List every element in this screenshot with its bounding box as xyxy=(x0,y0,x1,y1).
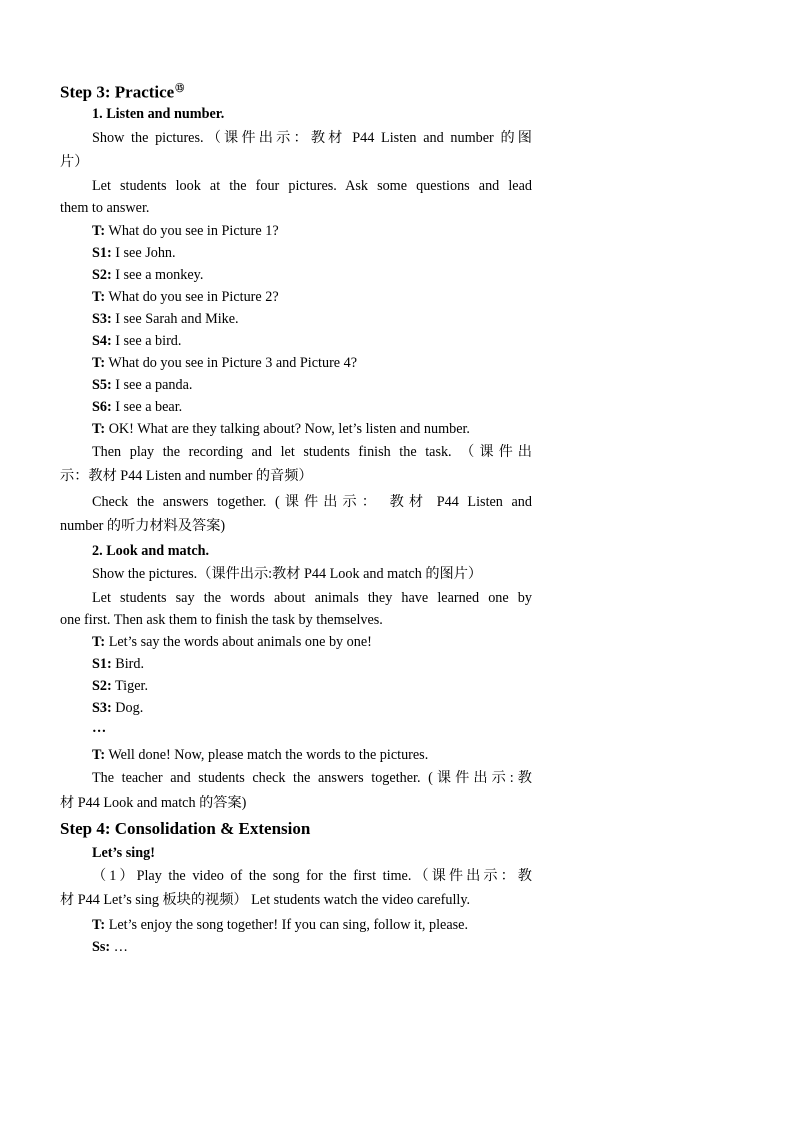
paragraph-line: Check the answers together. (课件出示： 教材 P44 Listen and xyxy=(92,494,532,510)
dialog-line: T: Let’s say the words about animals one by one! xyxy=(92,634,372,650)
dialog-line: S1: I see John. xyxy=(92,245,176,261)
dialog-line: S6: I see a bear. xyxy=(92,399,183,415)
speaker-label: T: xyxy=(92,223,106,239)
paragraph-line: Show the pictures.（课件出示:教材 P44 Look and match 的图片） xyxy=(92,566,483,582)
speaker-label: S1: xyxy=(92,245,112,261)
dialog-line: S3: Dog. xyxy=(92,700,144,716)
speaker-label: Ss: xyxy=(92,939,111,955)
step4-heading: Step 4: Consolidation & Extension xyxy=(60,819,311,838)
paragraph-line: Let students look at the four pictures. Ask some questions and lead xyxy=(92,178,532,194)
paragraph-line: （1）Play the video of the song for the first time.（课件出示：教 xyxy=(92,868,532,884)
speaker-label: S3: xyxy=(92,311,112,327)
speaker-label: T: xyxy=(92,634,106,650)
speaker-label: S1: xyxy=(92,656,112,672)
dialog-line: Ss: … xyxy=(92,939,128,955)
paragraph-line: 示：教材 P44 Listen and number 的音频） xyxy=(60,468,313,484)
paragraph-line: number 的听力材料及答案) xyxy=(60,518,226,534)
dialog-line: S5: I see a panda. xyxy=(92,377,193,393)
paragraph-line: them to answer. xyxy=(60,200,150,216)
section-title-look-match: 2. Look and match. xyxy=(92,543,210,559)
dialog-line: T: What do you see in Picture 1? xyxy=(92,223,279,239)
paragraph-line: Show the pictures.（课件出示：教材 P44 Listen and number 的图 xyxy=(92,130,532,146)
dialog-line: S2: Tiger. xyxy=(92,678,148,694)
paragraph-line: 材 P44 Let’s sing 板块的视频） Let students watch the video carefully. xyxy=(60,892,471,908)
section-title-lets-sing: Let’s sing! xyxy=(92,845,155,861)
dialog-line: T: Well done! Now, please match the words to the pictures. xyxy=(92,747,429,763)
speaker-label: S2: xyxy=(92,267,112,283)
dialog-line: T: What do you see in Picture 3 and Picture 4? xyxy=(92,355,358,371)
section-title-listen-number: 1. Listen and number. xyxy=(92,106,225,122)
speaker-label: T: xyxy=(92,289,106,305)
speaker-label: S6: xyxy=(92,399,112,415)
paragraph-line: 材 P44 Look and match 的答案) xyxy=(60,795,247,811)
dialog-line: S3: I see Sarah and Mike. xyxy=(92,311,239,327)
step3-heading: Step 3: Practice⑮ xyxy=(60,82,185,102)
dialog-line: S1: Bird. xyxy=(92,656,145,672)
paragraph-line: one first. Then ask them to finish the task by themselves. xyxy=(60,612,383,628)
dialog-line: T: Let’s enjoy the song together! If you can sing, follow it, please. xyxy=(92,917,469,933)
paragraph-line: The teacher and students check the answers together. (课件出示:教 xyxy=(92,770,532,786)
dialog-line: T: What do you see in Picture 2? xyxy=(92,289,279,305)
footnote-mark: ⑮ xyxy=(175,83,185,93)
paragraph-line: Let students say the words about animals they have learned one by xyxy=(92,590,532,606)
dialog-line: S2: I see a monkey. xyxy=(92,267,204,283)
speaker-label: S5: xyxy=(92,377,112,393)
speaker-label: T: xyxy=(92,421,106,437)
paragraph-line: 片） xyxy=(60,154,89,170)
speaker-label: S4: xyxy=(92,333,112,349)
speaker-label: T: xyxy=(92,355,106,371)
dialog-line: S4: I see a bird. xyxy=(92,333,182,349)
dialog-line: T: OK! What are they talking about? Now, let’s listen and number. xyxy=(92,421,470,437)
ellipsis: … xyxy=(92,720,107,736)
speaker-label: T: xyxy=(92,917,106,933)
speaker-label: S3: xyxy=(92,700,112,716)
paragraph-line: Then play the recording and let students finish the task. （课件出 xyxy=(92,444,532,460)
speaker-label: S2: xyxy=(92,678,112,694)
speaker-label: T: xyxy=(92,747,106,763)
